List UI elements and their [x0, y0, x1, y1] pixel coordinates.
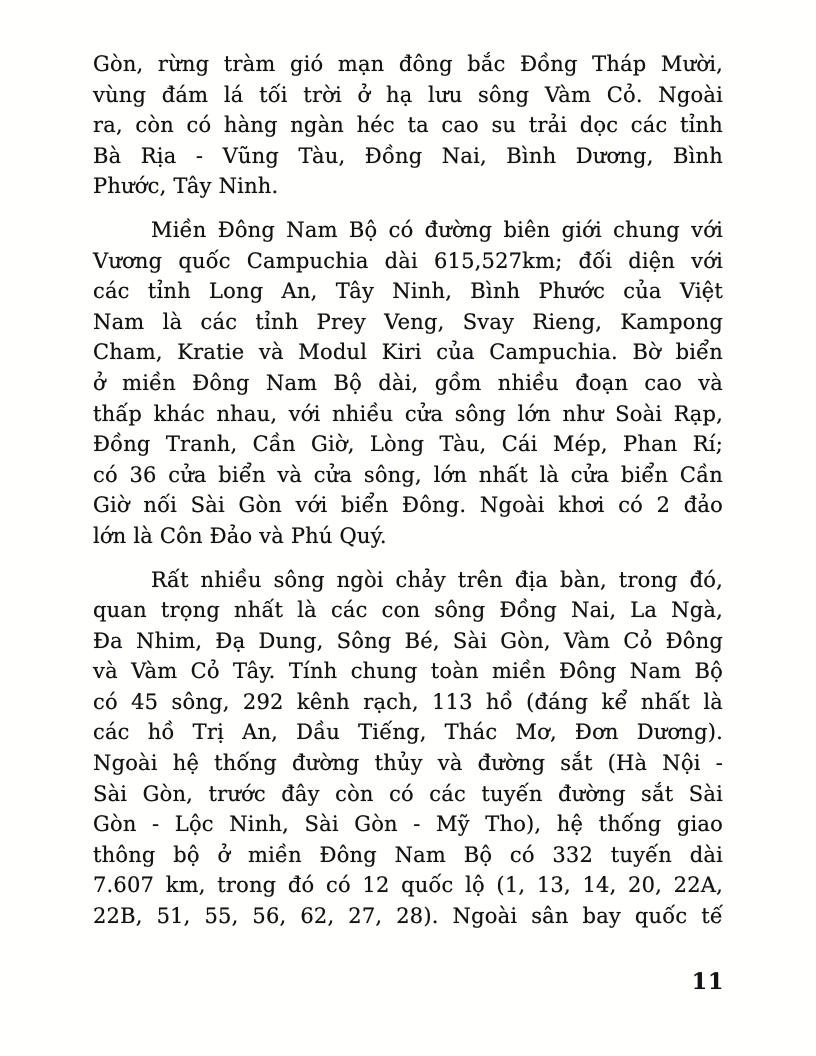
- text-line: ở miền Đông Nam Bộ dài, gồm nhiều đoạn cao và: [93, 370, 723, 395]
- text-line: lớn là Côn Đảo và Phú Quý.: [93, 523, 387, 548]
- text-line: vùng đám lá tối trời ở hạ lưu sông Vàm Cỏ. Ngoài: [93, 82, 723, 107]
- text-line: Rất nhiều sông ngòi chảy trên địa bàn, trong đó,: [151, 567, 723, 592]
- page-number: 11: [691, 969, 725, 995]
- text-line: Bà Rịa - Vũng Tàu, Đồng Nai, Bình Dương, Bình: [93, 143, 723, 168]
- text-line: Phước, Tây Ninh.: [93, 174, 279, 199]
- text-line: Đa Nhim, Đạ Dung, Sông Bé, Sài Gòn, Vàm Cỏ Đông: [93, 628, 723, 653]
- text-line: Cham, Kratie và Modul Kiri của Campuchia. Bờ biển: [93, 340, 723, 365]
- text-line: Gòn - Lộc Ninh, Sài Gòn - Mỹ Tho), hệ thống giao: [93, 812, 723, 837]
- text-line: có 36 cửa biển và cửa sông, lớn nhất là cửa biển Cần: [93, 462, 723, 487]
- paragraph-2: [93, 215, 723, 552]
- paragraph-1: [93, 49, 723, 202]
- text-line: 7.607 km, trong đó có 12 quốc lộ (1, 13, 14, 20, 22A,: [93, 873, 723, 898]
- text-line: Miền Đông Nam Bộ có đường biên giới chung với: [151, 217, 723, 242]
- paragraph-3: [93, 565, 723, 932]
- text-line: có 45 sông, 292 kênh rạch, 113 hồ (đáng kể nhất là: [93, 689, 723, 714]
- text-line: Sài Gòn, trước đây còn có các tuyến đường sắt Sài: [93, 781, 723, 806]
- text-line: Vương quốc Campuchia dài 615,527km; đối diện với: [93, 248, 723, 273]
- text-line: và Vàm Cỏ Tây. Tính chung toàn miền Đông Nam Bộ: [93, 659, 723, 684]
- text-line: các hồ Trị An, Dầu Tiếng, Thác Mơ, Đơn Dương).: [93, 720, 723, 745]
- text-line: thông bộ ở miền Đông Nam Bộ có 332 tuyến dài: [93, 842, 723, 867]
- text-line: Đồng Tranh, Cần Giờ, Lòng Tàu, Cái Mép, Phan Rí;: [93, 432, 723, 457]
- text-line: Nam là các tỉnh Prey Veng, Svay Rieng, Kampong: [93, 309, 723, 334]
- text-line: thấp khác nhau, với nhiều cửa sông lớn như Soài Rạp,: [93, 401, 723, 426]
- text-line: 22B, 51, 55, 56, 62, 27, 28). Ngoài sân bay quốc tế: [93, 904, 723, 929]
- text-line: ra, còn có hàng ngàn héc ta cao su trải dọc các tỉnh: [93, 113, 723, 138]
- text-block: [93, 49, 723, 932]
- text-line: các tỉnh Long An, Tây Ninh, Bình Phước của Việt: [93, 279, 723, 304]
- text-line: Giờ nối Sài Gòn với biển Đông. Ngoài khơi có 2 đảo: [93, 493, 723, 518]
- text-line: quan trọng nhất là các con sông Đồng Nai, La Ngà,: [93, 598, 723, 623]
- text-line: Gòn, rừng tràm gió mạn đông bắc Đồng Tháp Mười,: [93, 52, 723, 76]
- text-line: Ngoài hệ thống đường thủy và đường sắt (Hà Nội -: [93, 751, 723, 776]
